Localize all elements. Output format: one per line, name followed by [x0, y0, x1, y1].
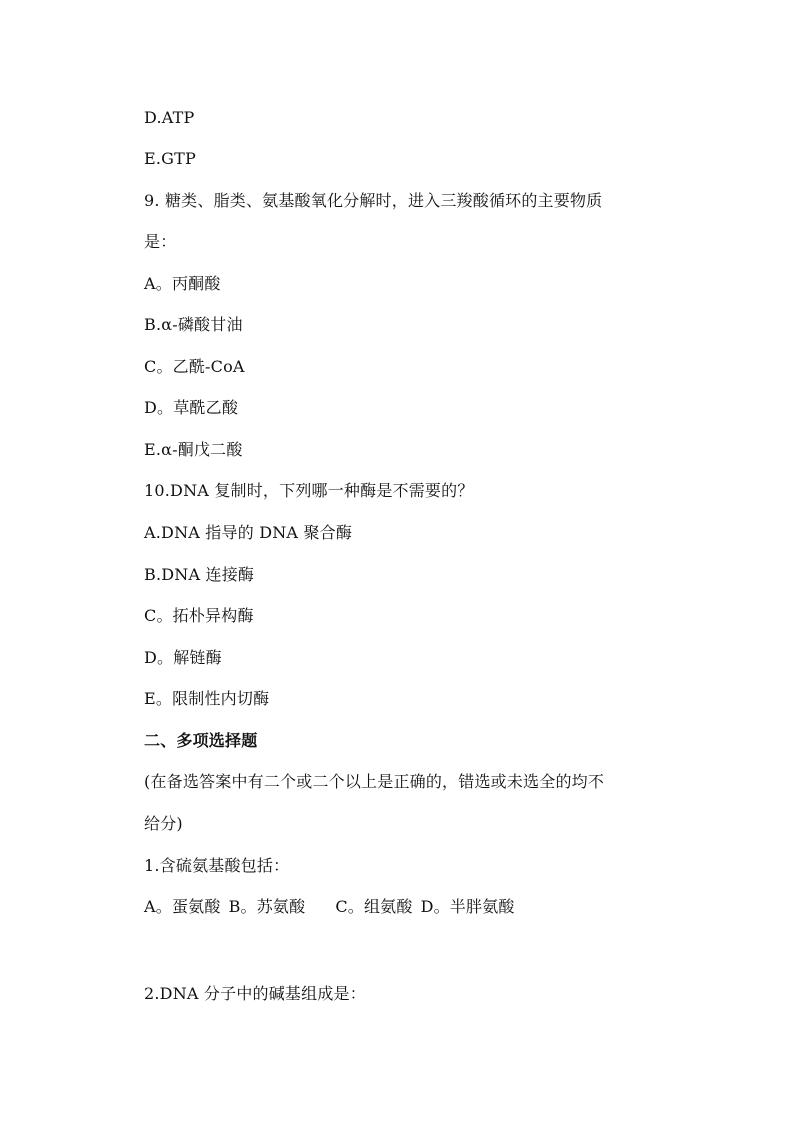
mq1-stem: 1.含硫氨基酸包括： [144, 856, 290, 875]
q10-option-c: C。拓朴异构酶 [144, 606, 254, 625]
section-heading: 二、多项选择题 [144, 731, 258, 750]
q9-stem-line2: 是： [144, 232, 177, 251]
q9-stem-line1: 9. 糖类、脂类、氨基酸氧化分解时，进入三羧酸循环的主要物质 [144, 191, 603, 210]
q10-option-e: E。限制性内切酶 [144, 689, 270, 708]
q9-option-b: B.α-磷酸甘油 [144, 315, 243, 334]
q9-option-e: E.α-酮戊二酸 [144, 440, 243, 459]
q8-option-e: E.GTP [144, 149, 196, 168]
mq1-option-a: A。蛋氨酸 [144, 897, 221, 916]
q9-option-d: D。草酰乙酸 [144, 398, 239, 417]
mq1-option-b: B。苏氨酸 [228, 897, 306, 916]
q9-option-c: C。乙酰-CoA [144, 357, 245, 376]
q10-option-b: B.DNA 连接酶 [144, 565, 255, 584]
mq1-option-d: D。半胖氨酸 [420, 897, 515, 916]
section-instruction-line2: 给分) [144, 814, 183, 833]
section-instruction-line1: (在备选答案中有二个或二个以上是正确的，错选或未选全的均不 [144, 772, 605, 791]
mq1-options-row [144, 897, 515, 917]
q9-option-a: A。丙酮酸 [144, 274, 221, 293]
mq1-option-c: C。组氨酸 [335, 897, 413, 916]
q10-stem: 10.DNA 复制时，下列哪一种酶是不需要的？ [144, 481, 474, 500]
q8-option-d: D.ATP [144, 108, 195, 127]
q10-option-a: A.DNA 指导的 DNA 聚合酶 [144, 523, 353, 542]
mq2-stem: 2.DNA 分子中的碱基组成是： [144, 984, 366, 1003]
q10-option-d: D。解链酶 [144, 648, 222, 667]
